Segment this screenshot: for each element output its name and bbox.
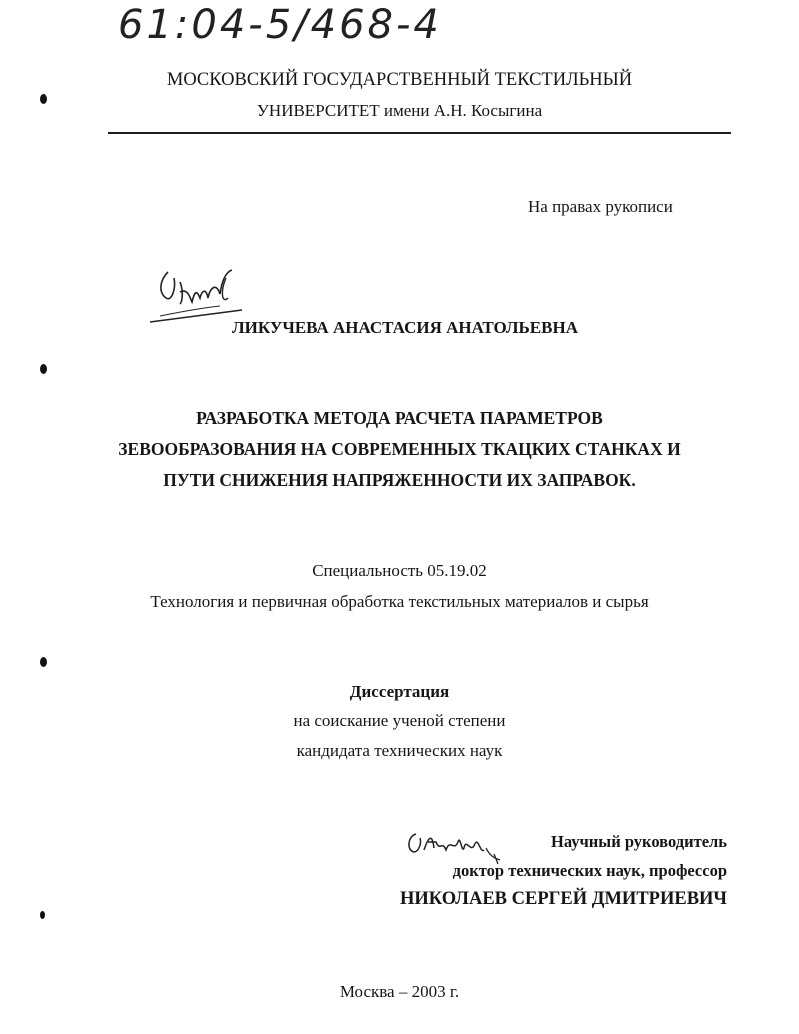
punch-hole-mark <box>40 94 47 104</box>
thesis-title-line3: ПУТИ СНИЖЕНИЯ НАПРЯЖЕННОСТИ ИХ ЗАПРАВОК. <box>163 470 636 490</box>
university-name-line1: МОСКОВСКИЙ ГОСУДАРСТВЕННЫЙ ТЕКСТИЛЬНЫЙ <box>166 70 633 90</box>
supervisor-degree: доктор технических наук, профессор <box>452 861 727 880</box>
punch-hole-mark <box>40 911 45 919</box>
supervisor-name: НИКОЛАЕВ СЕРГЕЙ ДМИТРИЕВИЧ <box>399 889 727 909</box>
dissertation-heading: Диссертация <box>349 682 450 701</box>
thesis-title-line1: РАЗРАБОТКА МЕТОДА РАСЧЕТА ПАРАМЕТРОВ <box>196 408 603 428</box>
supervisor-role: Научный руководитель <box>551 832 727 851</box>
punch-hole-mark <box>40 364 47 374</box>
place-year: Москва – 2003 г. <box>339 982 460 1001</box>
punch-hole-mark <box>40 657 47 667</box>
specialty-name: Технология и первичная обработка текстильных материалов и сырья <box>150 592 649 611</box>
degree-line2: кандидата технических наук <box>296 741 503 760</box>
author-name: ЛИКУЧЕВА АНАСТАСИЯ АНАТОЛЬЕВНА <box>232 318 578 337</box>
archive-code: 61:04-5/468-4 <box>118 2 442 48</box>
degree-line1: на соискание ученой степени <box>293 711 506 730</box>
thesis-title-line2: ЗЕВООБРАЗОВАНИЯ НА СОВРЕМЕННЫХ ТКАЦКИХ СТАНКАХ И <box>118 439 681 459</box>
specialty-code: Специальность 05.19.02 <box>312 561 487 580</box>
university-name-line2: УНИВЕРСИТЕТ имени А.Н. Косыгина <box>256 101 543 120</box>
rights-note: На правах рукописи <box>528 197 673 216</box>
header-divider <box>108 132 731 134</box>
